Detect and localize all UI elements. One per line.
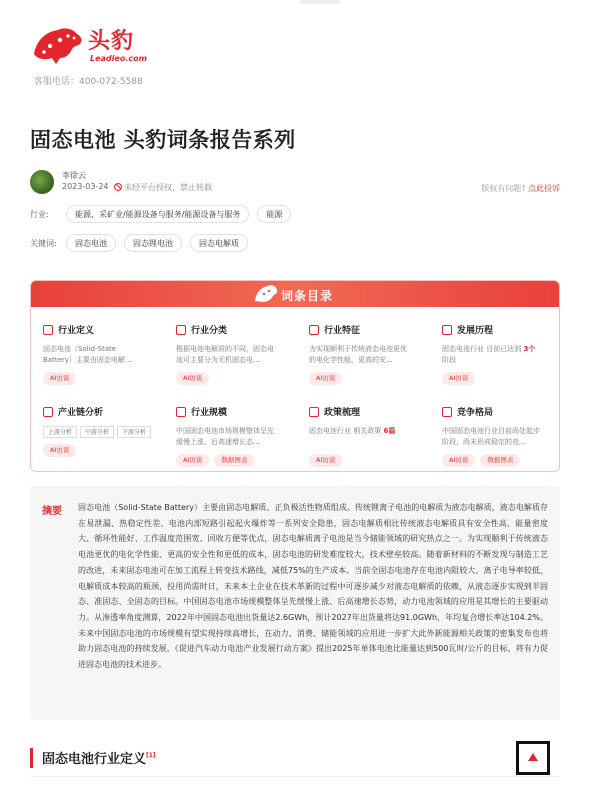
catalog-header xyxy=(31,281,559,307)
data-chart-button[interactable]: 数据图表 xyxy=(214,454,254,467)
section-title: 固态电池行业定义[1] xyxy=(30,748,156,768)
catalog-item-desc: 固态电池（Solid-State Battery）主要由固态电解... xyxy=(43,345,132,364)
ban-icon xyxy=(114,183,122,191)
brand-logo[interactable] xyxy=(30,24,150,70)
ai-interview-button[interactable]: AI访谈 xyxy=(442,454,475,467)
catalog-box xyxy=(30,280,560,472)
leopard-logo-icon xyxy=(30,24,84,64)
brand-name: 头豹 xyxy=(88,29,135,54)
catalog-item-title: 竞争格局 xyxy=(457,408,494,418)
catalog-item-title: 政策梳理 xyxy=(324,408,361,418)
industry-row xyxy=(30,205,299,223)
bar-chart-icon xyxy=(176,407,186,417)
copyright-question: 版权有问题? xyxy=(481,184,526,193)
catalog-item-desc: 中国固态电池行业目前尚处起步阶段，尚未形成稳定的竞... xyxy=(442,427,540,446)
repost-notice xyxy=(114,182,212,193)
page-title: 固态电池 头豹词条报告系列 xyxy=(30,128,296,152)
publish-date: 2023-03-24 xyxy=(62,182,109,191)
pie-chart-icon xyxy=(442,407,452,417)
top-handle xyxy=(300,0,340,4)
back-to-top-button[interactable] xyxy=(516,741,550,775)
repost-notice-text: 未经平台授权，禁止转载 xyxy=(124,183,212,192)
catalog-title: 词条目录 xyxy=(281,289,334,303)
reference-marker[interactable]: [1] xyxy=(146,752,156,759)
copyright-report xyxy=(481,183,560,194)
ai-interview-button[interactable]: AI访谈 xyxy=(309,372,342,385)
keyword-tag[interactable]: 固态电解质 xyxy=(190,234,248,252)
brand-domain: Leadleo.com xyxy=(90,54,147,63)
abstract-text: 固态电池（Solid-State Battery）主要由固态电解质、正负极活性物质组成。传统锂离子电池的电解质为液态电解质，液态电解质存在易泄漏、热稳定性差、电池内部短路引起起火爆炸等一系列安全隐患，固态电解质相比传统液态电解质具有安全性高、能量密度大、循环性能好、工作温度范围宽、回收方便等优点，固态电解质离子电池是当今储能领域的研究热点之一。为实现顺利于传统液态电池更优的电化学性能、更高的安全性和更低的成本，固态电池的研发难度较大，技术壁垒较高。随着新材料的不断发现与制造工艺的改进，未来固态电池可在加工流程上转变技术路线，减低75%的生产成本。当前全固态电池存在电池内阻较大、离子电导率较低、电解质成本较高的瓶颈，投用尚需时日，未来本土企业在技术革新的过程中可逐步减少对液态电解质的依赖，从液态逐步实现到半固态、准固态、全固态的目标。中国固态电池市场规模整体呈先缓慢上涨、后高速增长态势，动力电池领域的应用是其增长的主要驱动力。从渗透率角度测算，2022年中国固态电池出货量达2.6GWh，预计2027年出货量将达91.0GWh，年均复合增长率达104.2%。未来中国固态电池的市场规模有望实现持续高增长，在动力、消费、储能领域的应用进一步扩大此外新能源相关政策的密集发布也将助力固态电池的持续发展，《促进汽车动力电池产业发展行动方案》提出2025年单体电池比能量达到500瓦时/公斤的目标，将有力促进固态电池的技术进步。 xyxy=(78,503,548,670)
keyword-tag[interactable]: 固态锂电池 xyxy=(124,234,182,252)
industry-tag[interactable]: 能源、采矿业/能源设备与服务/能源设备与服务 xyxy=(66,205,249,223)
search-doc-icon xyxy=(43,325,53,335)
catalog-item-title: 产业链分析 xyxy=(58,408,104,418)
author-name[interactable]: 李徐云 xyxy=(62,171,86,180)
catalog-item-history[interactable] xyxy=(442,323,560,385)
catalog-item-competition[interactable] xyxy=(442,405,560,467)
midstream-tag[interactable]: 中游分析 xyxy=(80,426,114,438)
catalog-item-scale[interactable] xyxy=(176,405,296,467)
author-avatar[interactable] xyxy=(30,170,54,194)
keyword-tag[interactable]: 固态电池 xyxy=(66,234,116,252)
keywords-label: 关键词: xyxy=(30,238,57,248)
hierarchy-icon xyxy=(176,325,186,335)
grid-icon xyxy=(309,325,319,335)
industry-label: 行业: xyxy=(30,209,49,219)
catalog-item-desc: 固态电池行业 相关政策 6篇 xyxy=(309,427,396,435)
industry-tag[interactable]: 能源 xyxy=(257,205,291,223)
abstract-box xyxy=(30,486,560,720)
catalog-item-definition[interactable] xyxy=(43,323,163,385)
ai-interview-button[interactable]: AI访谈 xyxy=(176,372,209,385)
leopard-mascot-icon xyxy=(253,283,279,305)
catalog-item-title: 行业规模 xyxy=(191,408,228,418)
catalog-item-desc: 为实现顺利于传统液态电池更优的电化学性能、更高的安... xyxy=(309,345,407,364)
downstream-tag[interactable]: 下游分析 xyxy=(117,426,151,438)
catalog-item-desc: 固态电池行业 目前已达到 3个阶段 xyxy=(442,345,536,364)
catalog-item-chain[interactable] xyxy=(43,405,163,457)
report-link[interactable]: 点此投诉 xyxy=(528,184,560,193)
upstream-tag[interactable]: 上游分析 xyxy=(43,426,77,438)
ai-interview-button[interactable]: AI访谈 xyxy=(176,454,209,467)
catalog-item-classification[interactable] xyxy=(176,323,296,385)
timeline-icon xyxy=(442,325,452,335)
catalog-item-title: 行业特征 xyxy=(324,326,361,336)
catalog-item-features[interactable] xyxy=(309,323,429,385)
abstract-label: 摘要 xyxy=(42,506,62,517)
section-divider xyxy=(30,776,560,777)
hotline-text: 客服电话：400-072-5588 xyxy=(34,77,143,87)
catalog-item-title: 行业分类 xyxy=(191,326,228,336)
catalog-item-policy[interactable] xyxy=(309,405,429,467)
catalog-item-desc: 中国固态电池市场规模整体呈先缓慢上涨、后高速增长态... xyxy=(176,427,274,446)
chain-arrows-icon xyxy=(43,407,53,417)
document-icon xyxy=(309,407,319,417)
keywords-row xyxy=(30,234,256,252)
ai-interview-button[interactable]: AI访谈 xyxy=(309,454,342,467)
ai-interview-button[interactable]: AI访谈 xyxy=(442,372,475,385)
data-chart-button[interactable]: 数据图表 xyxy=(480,454,520,467)
catalog-item-title: 行业定义 xyxy=(58,326,95,336)
catalog-item-desc: 根据电池电解质的不同，固态电池可主要分为无机固态电... xyxy=(176,345,274,364)
catalog-item-title: 发展历程 xyxy=(457,326,494,336)
ai-interview-button[interactable]: AI访谈 xyxy=(43,372,76,385)
ai-interview-button[interactable]: AI访谈 xyxy=(43,444,76,457)
